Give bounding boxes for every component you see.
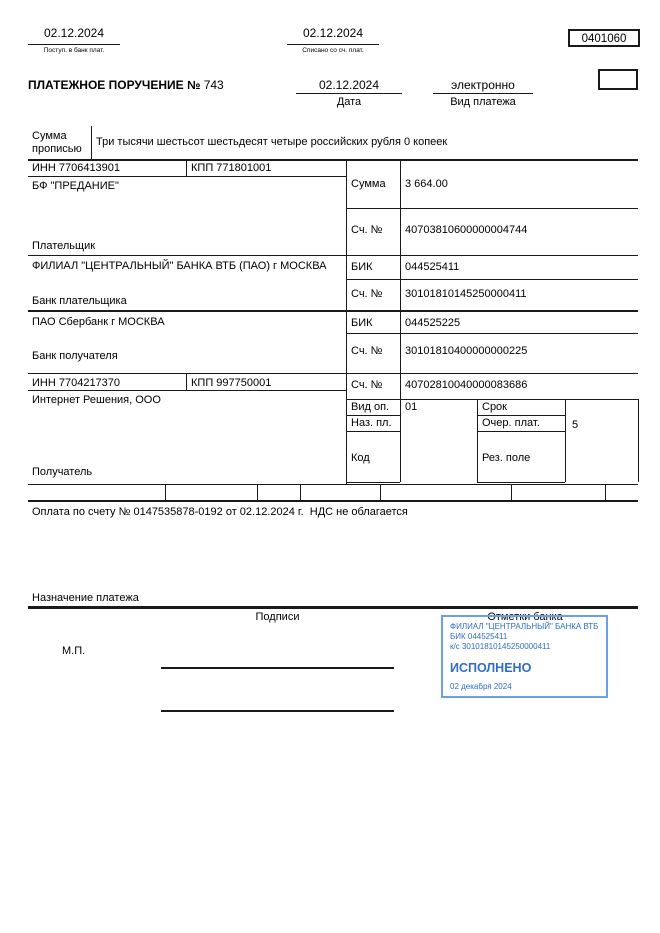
payee-bank-corr-label: Сч. № [351,345,383,357]
divider [28,373,638,374]
cell-border [477,415,565,416]
cell-border [605,484,606,500]
payee-account-label: Сч. № [351,379,383,391]
priority-label: Очер. плат. [482,417,540,429]
cell-border [346,482,400,483]
bank-stamp [441,615,608,698]
stamp-date: 02 декабря 2024 [450,682,512,691]
bank-marks-label: Отметки банка [487,611,563,623]
op-type-label: Вид оп. [351,401,390,413]
divider [28,310,638,312]
payment-basis-label: Наз. пл. [351,417,392,429]
cell-border [91,126,92,159]
payee-bank-bik-value: 044525225 [405,317,461,329]
cell-border [346,279,638,280]
debited-date: 02.12.2024 [302,26,364,40]
divider [28,255,638,256]
cell-border [186,159,187,176]
debited-date-label: Списано со сч. плат. [302,47,364,54]
divider [296,93,402,94]
doc-date: 02.12.2024 [318,78,380,92]
code-label: Код [351,452,370,464]
received-date-label: Поступ. в банк плат. [43,47,105,54]
cell-border [511,484,512,500]
stamp-corr-account: к/с 30101810145250000411 [450,642,551,651]
divider [287,44,379,45]
cell-border [477,399,478,482]
cell-border [346,208,638,209]
payer-bank-bik-label: БИК [351,261,373,273]
payee-name: Интернет Решения, ООО [32,394,161,406]
payee-account-value: 40702810040000083686 [405,379,528,391]
cell-border [165,484,166,500]
reserve-field-label: Рез. поле [482,452,531,464]
divider [28,44,120,45]
form-code-box [568,29,640,47]
doc-title: ПЛАТЕЖНОЕ ПОРУЧЕНИЕ № [28,78,201,92]
payee-bank-name: ПАО Сбербанк г МОСКВА [32,316,165,328]
divider [433,93,533,94]
cell-border [346,399,638,400]
amount-words-value: Три тысячи шестьсот шестьдесят четыре российских рубля 0 копеек [96,136,448,148]
payer-bank-label: Банк плательщика [32,295,127,307]
cell-border [380,484,381,500]
cell-border [346,415,400,416]
divider [28,484,638,485]
op-type-value: 01 [405,401,418,413]
signature-line [161,710,394,712]
amount-words-label: Сумма прописью [32,130,82,155]
status-field-box [598,69,638,90]
signatures-label: Подписи [255,611,300,623]
divider [28,606,638,609]
cell-border [346,431,400,432]
cell-border [638,399,639,482]
purpose-label: Назначение платежа [32,592,139,604]
payee-bank-corr-value: 30101810400000000225 [405,345,528,357]
cell-border [28,390,346,391]
cell-border [346,333,638,334]
doc-title-row [28,79,224,93]
doc-date-label: Дата [336,96,362,108]
cell-border [300,484,301,500]
payer-account-label: Сч. № [351,224,383,236]
cell-border [477,431,565,432]
payer-inn: ИНН 7706413901 [32,162,121,174]
signature-line [161,667,394,669]
payer-bank-corr-label: Сч. № [351,288,383,300]
payer-bank-corr-value: 30101810145250000411 [405,288,527,300]
payer-label: Плательщик [32,240,96,252]
payment-kind: электронно [451,78,515,92]
amount-label: Сумма [351,178,386,190]
divider [28,159,638,161]
term-label: Срок [482,401,507,413]
cell-border [565,399,566,482]
purpose-text: Оплата по счету № 0147535878-0192 от 02.12.2024 г. НДС не облагается [32,506,408,518]
stamp-status: ИСПОЛНЕНО [450,661,532,675]
payee-bank-bik-label: БИК [351,317,373,329]
stamp-bik: БИК 044525411 [450,632,508,641]
cell-border [28,176,346,177]
cell-border [257,484,258,500]
stamp-place-label: М.П. [62,645,86,657]
amount-value: 3 664.00 [405,178,448,190]
payer-kpp: КПП 771801001 [191,162,272,174]
cell-border [186,373,187,390]
payee-inn: ИНН 7704217370 [32,377,121,389]
cell-border [477,482,565,483]
stamp-bank-name: ФИЛИАЛ "ЦЕНТРАЛЬНЫЙ" БАНКА ВТБ [450,622,599,631]
payee-kpp: КПП 997750001 [191,377,272,389]
form-code: 0401060 [581,33,627,45]
payer-bank-name: ФИЛИАЛ "ЦЕНТРАЛЬНЫЙ" БАНКА ВТБ (ПАО) г МОСКВА [32,260,327,272]
payer-bank-bik-value: 044525411 [405,261,460,273]
payee-bank-label: Банк получателя [32,350,118,362]
payer-name: БФ "ПРЕДАНИЕ" [32,180,119,192]
payer-account-value: 40703810600000004744 [405,224,528,236]
divider [28,500,638,502]
payee-label: Получатель [32,466,93,478]
priority-value: 5 [572,419,579,431]
received-date: 02.12.2024 [43,26,105,40]
doc-number: 743 [203,78,224,92]
payment-kind-label: Вид платежа [450,96,516,108]
